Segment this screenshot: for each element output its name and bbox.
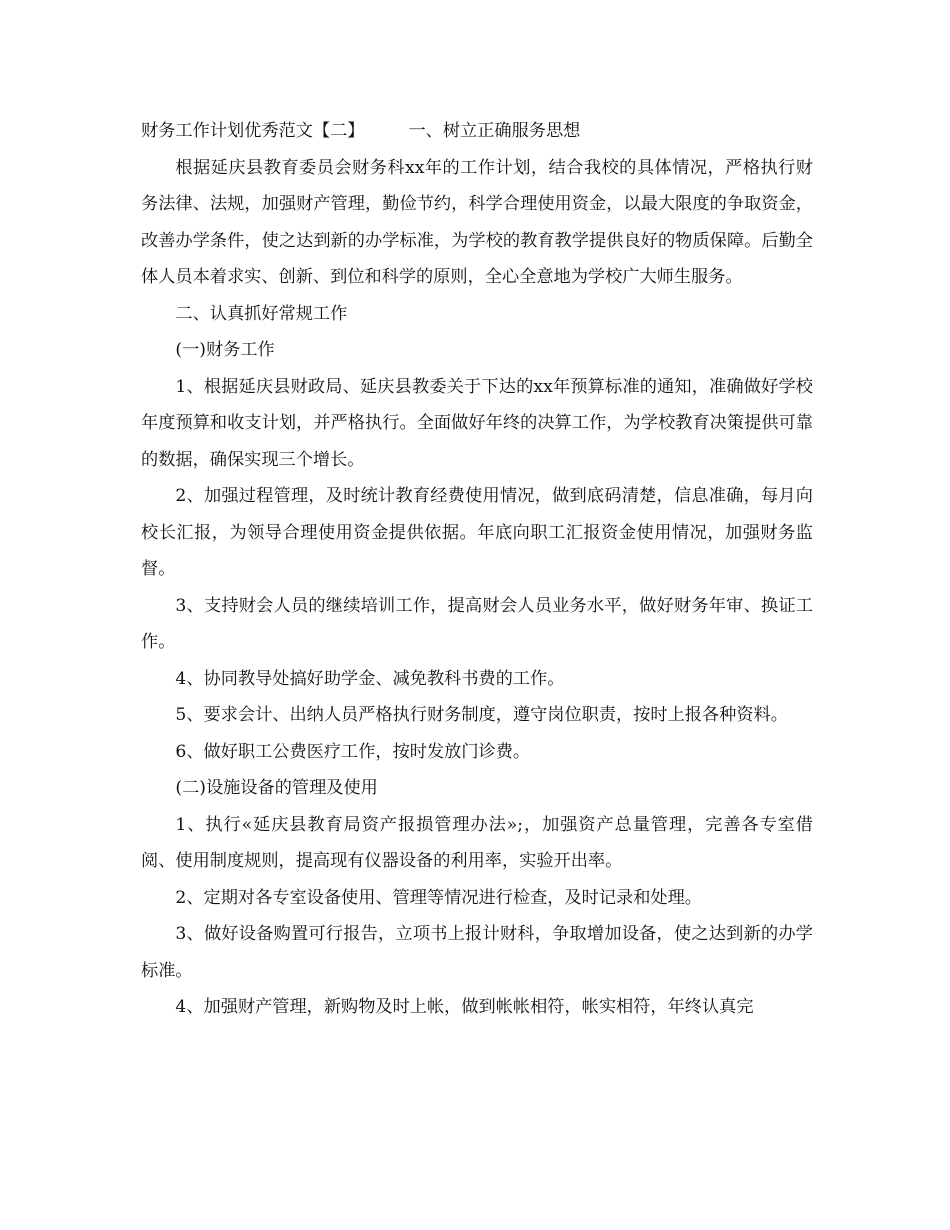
list-item: 2、定期对各专室设备使用、管理等情况进行检查，及时记录和处理。 bbox=[175, 887, 702, 908]
list-item: 6、做好职工公费医疗工作，按时发放门诊费。 bbox=[175, 741, 531, 762]
list-item: 4、加强财产管理，新购物及时上帐，做到帐帐相符，帐实相符，年终认真完 bbox=[175, 997, 754, 1017]
document-body bbox=[141, 113, 813, 1026]
section-heading: 二、认真抓好常规工作 bbox=[175, 303, 348, 324]
subsection-heading: (二)设施设备的管理及使用 bbox=[175, 778, 378, 798]
paragraph: 根据延庆县教育委员会财务科xx年的工作计划，结合我校的具体情况，严格执行财务法律、法规，加强财产管理，勤俭节约，科学合理使用资金，以最大限度的争取资金，改善办学条件，使之达到新的办学标准，为学校的教育教学提供良好的物质保障。后勤全体人员本着求实、创新、到位和科学的原则，全心全意地为学校广大师生服务。 bbox=[141, 157, 813, 287]
list-item: 5、要求会计、出纳人员严格执行财务制度，遵守岗位职责，按时上报各种资料。 bbox=[175, 705, 788, 725]
title-line bbox=[141, 113, 813, 150]
list-item: 2、加强过程管理，及时统计教育经费使用情况，做到底码清楚，信息准确，每月向校长汇报，为领导合理使用资金提供依据。年底向职工汇报资金使用情况，加强财务监督。 bbox=[141, 486, 813, 579]
subsection-heading: (一)财务工作 bbox=[175, 340, 275, 360]
list-item: 1、根据延庆县财政局、延庆县教委关于下达的xx年预算标准的通知，准确做好学校年度预算和收支计划，并严格执行。全面做好年终的决算工作，为学校教育决策提供可靠的数据，确保实现三个增长。 bbox=[141, 376, 813, 470]
section-heading: 一、树立正确服务思想 bbox=[408, 121, 581, 141]
document-title: 财务工作计划优秀范文【二】 bbox=[141, 121, 365, 141]
list-item: 3、支持财会人员的继续培训工作，提高财会人员业务水平，做好财务年审、换证工作。 bbox=[141, 595, 813, 652]
list-item: 1、执行«延庆县教育局资产报损管理办法»;，加强资产总量管理，完善各专室借阅、使用制度规则，提高现有仪器设备的利用率，实验开出率。 bbox=[141, 814, 813, 871]
list-item: 3、做好设备购置可行报告，立项书上报计财科，争取增加设备，使之达到新的办学标准。 bbox=[141, 924, 813, 981]
list-item: 4、协同教导处搞好助学金、减免教科书费的工作。 bbox=[175, 668, 565, 689]
